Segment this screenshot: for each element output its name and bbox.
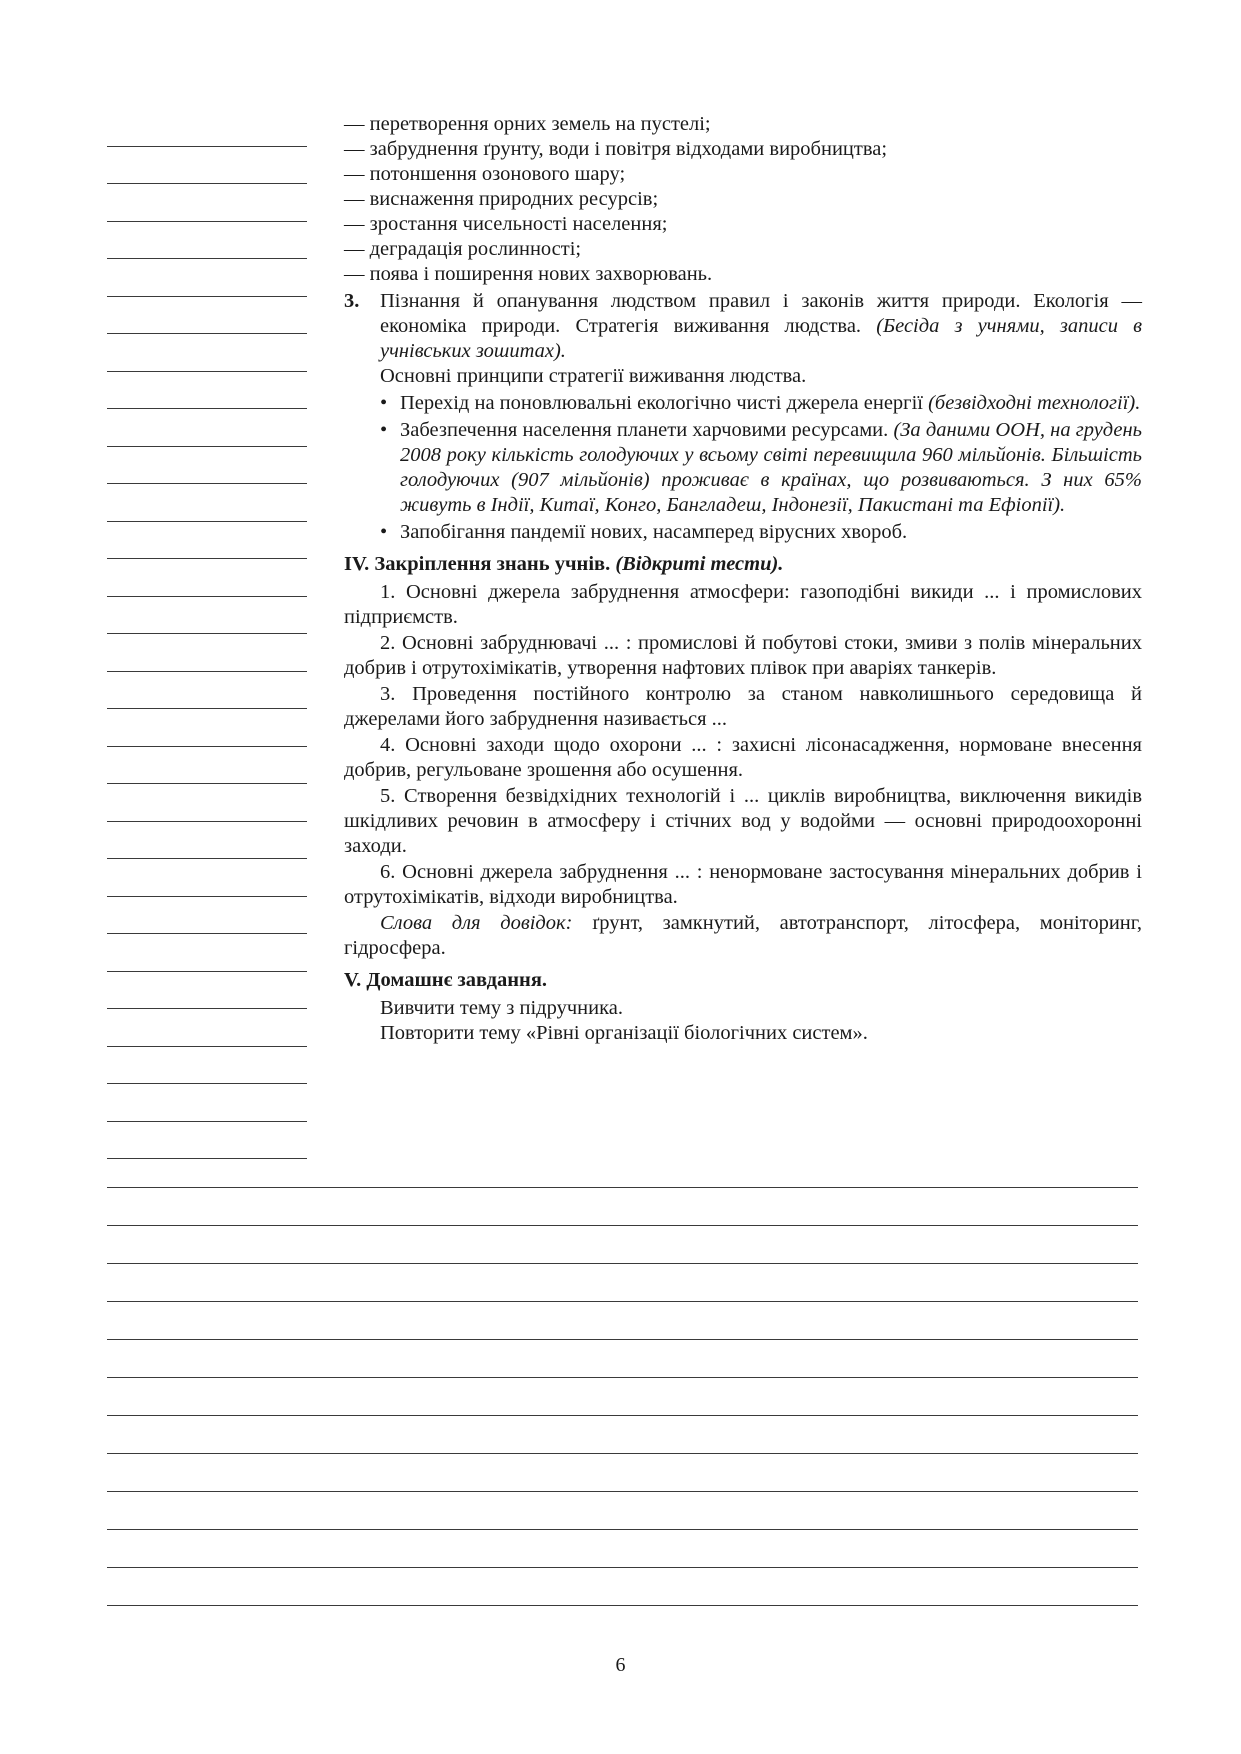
- hint-list: ґрунт, замкнутий, автотранспорт, літосфера, моніторинг, гідросфера.: [344, 912, 1142, 959]
- margin-line: [107, 409, 307, 447]
- margin-line: [107, 709, 307, 747]
- section-heading-5: V. Домашнє завдання.: [344, 969, 548, 991]
- margin-line: [107, 372, 307, 410]
- margin-line: [107, 822, 307, 860]
- bullet-marker: •: [380, 392, 388, 414]
- notes-line: [107, 1188, 1138, 1226]
- margin-line: [107, 597, 307, 635]
- margin-line: [107, 1084, 307, 1122]
- list-item: — зростання чисельності населення;: [344, 213, 668, 235]
- notes-line: [107, 1264, 1138, 1302]
- margin-line: [107, 972, 307, 1010]
- test-question: 4. Основні заходи щодо охорони ... : захисні лісонасадження, нормоване внесення добрив, регульоване зрошення або осушення.: [344, 734, 1142, 781]
- margin-line: [107, 222, 307, 260]
- margin-line: [107, 484, 307, 522]
- hint-label: Слова для довідок:: [380, 912, 573, 934]
- bullet-text: Забезпечення населення планети харчовими ресурсами.: [400, 419, 894, 441]
- item-text: Пізнання й опанування людством правил і законів життя природи. Екологія — економіка природи. Стратегія виживання людства.: [380, 290, 1142, 337]
- notes-line: [107, 1454, 1138, 1492]
- notes-line: [107, 1302, 1138, 1340]
- list-item: — перетворення орних земель на пустелі;: [344, 113, 711, 135]
- principles-subtitle: Основні принципи стратегії виживання людства.: [380, 365, 807, 387]
- notes-line: [107, 1340, 1138, 1378]
- test-question: 6. Основні джерела забруднення ... : ненормоване застосування мінеральних добрив і отрутохімікатів, відходи виробництва.: [344, 861, 1142, 908]
- notes-line: [107, 1530, 1138, 1568]
- bullet-text: Запобігання пандемії нових, насамперед вірусних хвороб.: [400, 521, 908, 543]
- margin-line: [107, 559, 307, 597]
- notes-line: [107, 1492, 1138, 1530]
- test-question: 1. Основні джерела забруднення атмосфери: газоподібні викиди ... і промислових підприємств.: [344, 581, 1142, 628]
- margin-line: [107, 147, 307, 185]
- bullet-item: [344, 520, 1142, 545]
- page-number: 6: [615, 1654, 626, 1676]
- section-note: (Відкриті тести).: [615, 553, 784, 575]
- test-question: 3. Проведення постійного контролю за станом навколишнього середовища й джерелами його забруднення називається ...: [344, 683, 1142, 730]
- bullet-text: Перехід на поновлювальні екологічно чисті джерела енергії: [400, 392, 929, 414]
- bullet-note: (безвідходні технології).: [928, 392, 1141, 414]
- homework-line: Повторити тему «Рівні організації біологічних систем».: [380, 1022, 868, 1044]
- notes-line: [107, 1150, 1138, 1188]
- item-number: 3.: [344, 290, 360, 312]
- list-item: — виснаження природних ресурсів;: [344, 188, 659, 210]
- margin-line: [107, 522, 307, 560]
- hint-words: [344, 911, 1142, 961]
- notes-lines: [107, 1150, 1138, 1606]
- margin-line: [107, 297, 307, 335]
- bullet-note: (За даними ООН, на грудень 2008 року кількість голодуючих у всьому світі перевищила 960 мільйонів. Більшість голодуючих (907 мільйонів) проживає в країнах, що розвиваються. З них 65% живуть в Індії, Китаї, Конго, Бангладеш, Індонезії, Пакистані та Ефіопії).: [400, 419, 1142, 516]
- margin-line: [107, 334, 307, 372]
- margin-line: [107, 634, 307, 672]
- margin-line: [107, 447, 307, 485]
- section-title: IV. Закріплення знань учнів.: [344, 553, 616, 575]
- notes-line: [107, 1416, 1138, 1454]
- bullet-marker: •: [380, 521, 388, 543]
- margin-note-lines: [107, 109, 307, 1159]
- list-item: — забруднення ґрунту, води і повітря відходами виробництва;: [344, 138, 888, 160]
- page-body: [344, 112, 1142, 1046]
- margin-line: [107, 784, 307, 822]
- section-heading-4: [344, 552, 1142, 577]
- test-question: 5. Створення безвідхідних технологій і ... циклів виробництва, виключення викидів шкідливих речовин в атмосферу і стічних вод у водойми — основні природоохоронні заходи.: [344, 785, 1142, 857]
- notes-line: [107, 1378, 1138, 1416]
- bullet-item: [344, 418, 1142, 518]
- list-item: — потоншення озонового шару;: [344, 163, 626, 185]
- homework-line: Вивчити тему з підручника.: [380, 997, 623, 1019]
- margin-line: [107, 184, 307, 222]
- margin-line: [107, 859, 307, 897]
- test-question: 2. Основні забруднювачі ... : промислові й побутові стоки, змиви з полів мінеральних добрив і отрутохімікатів, утворення нафтових плівок при аваріях танкерів.: [344, 632, 1142, 679]
- margin-line: [107, 897, 307, 935]
- notes-line: [107, 1568, 1138, 1606]
- margin-line: [107, 1047, 307, 1085]
- margin-line: [107, 934, 307, 972]
- bullet-item: [344, 391, 1142, 416]
- item-note: (Бесіда з учнями, записи в учнівських зошитах).: [380, 315, 1142, 362]
- margin-line: [107, 1009, 307, 1047]
- margin-line: [107, 747, 307, 785]
- margin-line: [107, 259, 307, 297]
- numbered-item-3: [344, 289, 1142, 364]
- notes-line: [107, 1226, 1138, 1264]
- margin-line: [107, 109, 307, 147]
- list-item: — деградація рослинності;: [344, 238, 582, 260]
- list-item: — поява і поширення нових захворювань.: [344, 263, 713, 285]
- bullet-marker: •: [380, 419, 388, 441]
- problems-list: [344, 112, 1142, 287]
- margin-line: [107, 672, 307, 710]
